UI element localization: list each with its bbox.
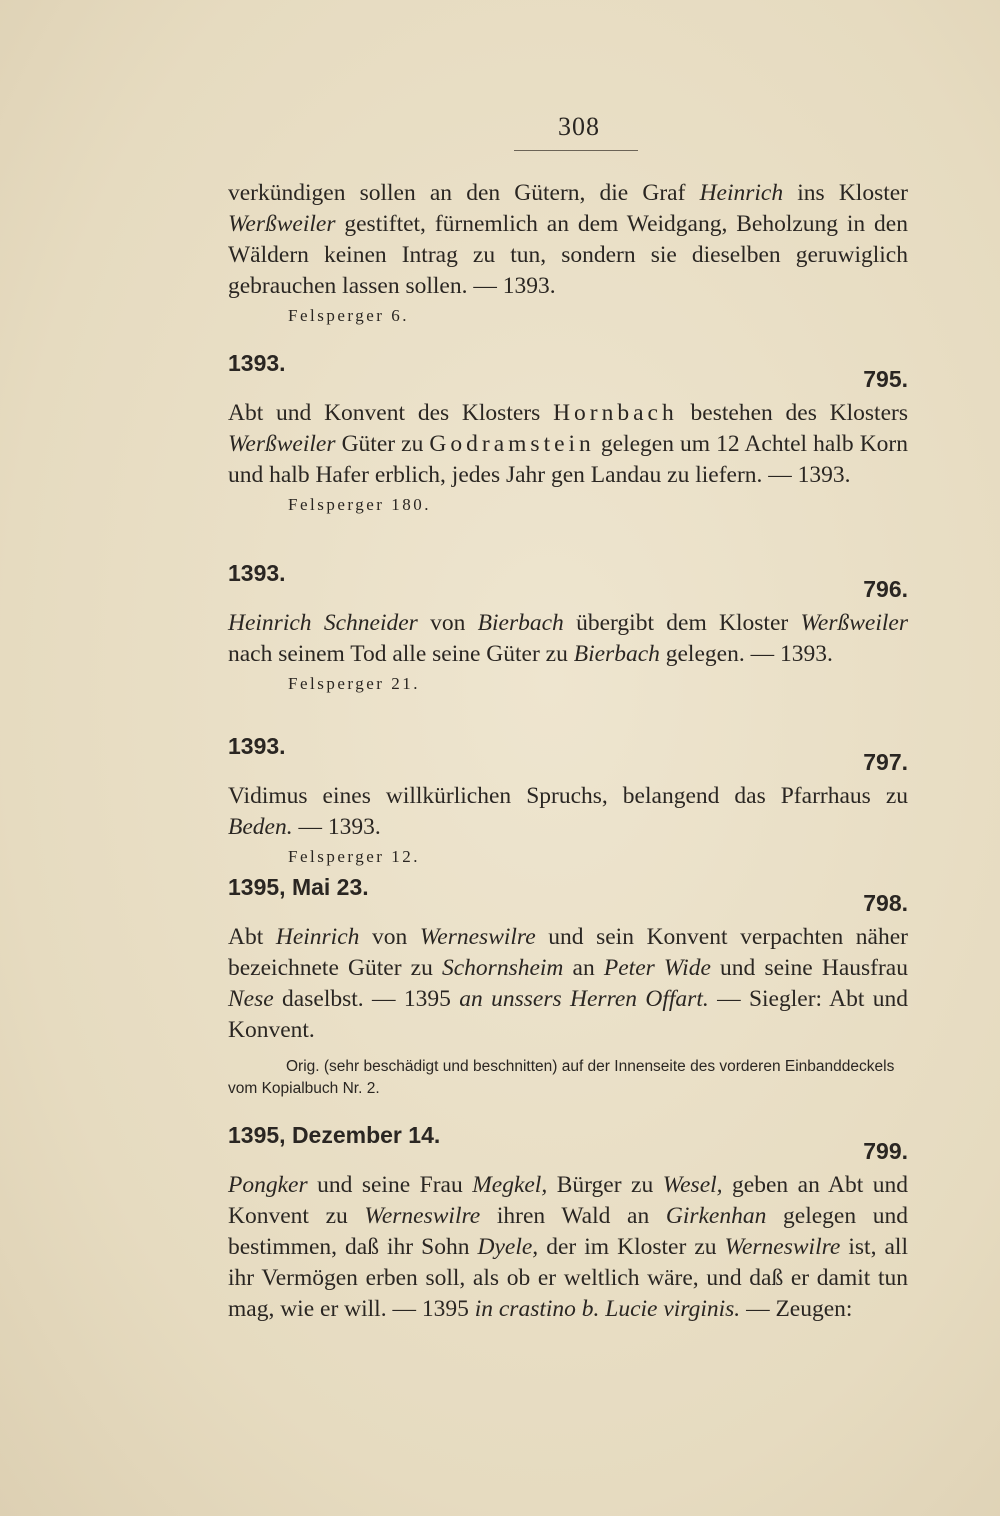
intro-text: verkündigen sollen an den Gütern, die Graf Heinrich ins Kloster Werßweiler gestiftet, fürnemlich an dem Weidgang, Beholzung in den Wäldern keinen Intrag zu tun, sondern sie dieselben geruwiglich gebrauchen lassen sollen. — 1393. <box>228 180 909 299</box>
entry-797 <box>228 733 908 867</box>
entry-header <box>228 560 908 606</box>
entry-source: Felsperger 21. <box>288 674 420 693</box>
page-number: 308 <box>558 112 600 141</box>
entry-date: 1393. <box>228 733 286 759</box>
entry-date: 1395, Dezember 14. <box>228 1122 441 1148</box>
entry-796 <box>228 560 908 694</box>
entry-text: Pongker und seine Frau Megkel, Bürger zu Wesel, geben an Abt und Konvent zu Werneswilre ihren Wald an Girkenhan gelegen und bestimmen, daß ihr Sohn Dyele, der im Kloster zu Werneswilre ist, all ihr Vermögen erben soll, als ob er weltlich wäre, und daß er damit tun mag, wie er will. — 1395 in crastino b. Lucie virginis. — Zeugen: <box>228 1172 908 1322</box>
entry-header <box>228 350 908 396</box>
entry-number: 797. <box>863 749 908 775</box>
entry-source: Felsperger 180. <box>288 495 431 514</box>
entry-795 <box>228 350 908 515</box>
entry-798 <box>228 874 908 1100</box>
page-number-rule <box>514 150 638 151</box>
entry-header <box>228 733 908 779</box>
entry-799 <box>228 1122 908 1325</box>
entry-note: Orig. (sehr beschädigt und beschnitten) auf der Innenseite des vorderen Einbanddeckels vom Kopialbuch Nr. 2. <box>228 1058 895 1097</box>
entry-header <box>228 874 908 920</box>
entry-date: 1395, Mai 23. <box>228 874 369 900</box>
entry-text: Vidimus eines willkürlichen Spruchs, belangend das Pfarrhaus zu Beden. — 1393. <box>228 783 908 840</box>
entry-number: 796. <box>863 576 908 602</box>
entry-number: 795. <box>863 366 908 392</box>
intro-source: Felsperger 6. <box>288 306 409 325</box>
intro-block <box>228 178 908 326</box>
entry-date: 1393. <box>228 350 286 376</box>
entry-text: Abt Heinrich von Werneswilre und sein Konvent verpachten näher bezeichnete Güter zu Schornsheim an Peter Wide und seine Hausfrau Nese daselbst. — 1395 an unssers Herren Offart. — Siegler: Abt und Konvent. <box>228 924 908 1043</box>
entry-header <box>228 1122 908 1168</box>
entry-number: 799. <box>863 1138 908 1164</box>
entry-text: Heinrich Schneider von Bierbach übergibt dem Kloster Werßweiler nach seinem Tod alle seine Güter zu Bierbach gelegen. — 1393. <box>228 610 908 667</box>
entry-number: 798. <box>863 890 908 916</box>
entry-text: Abt und Konvent des Klosters Hornbach bestehen des Klosters Werßweiler Güter zu Godramstein gelegen um 12 Achtel halb Korn und halb Hafer erblich, jedes Jahr gen Landau zu liefern. — 1393. <box>228 400 909 488</box>
entry-date: 1393. <box>228 560 286 586</box>
entry-source: Felsperger 12. <box>288 847 420 866</box>
